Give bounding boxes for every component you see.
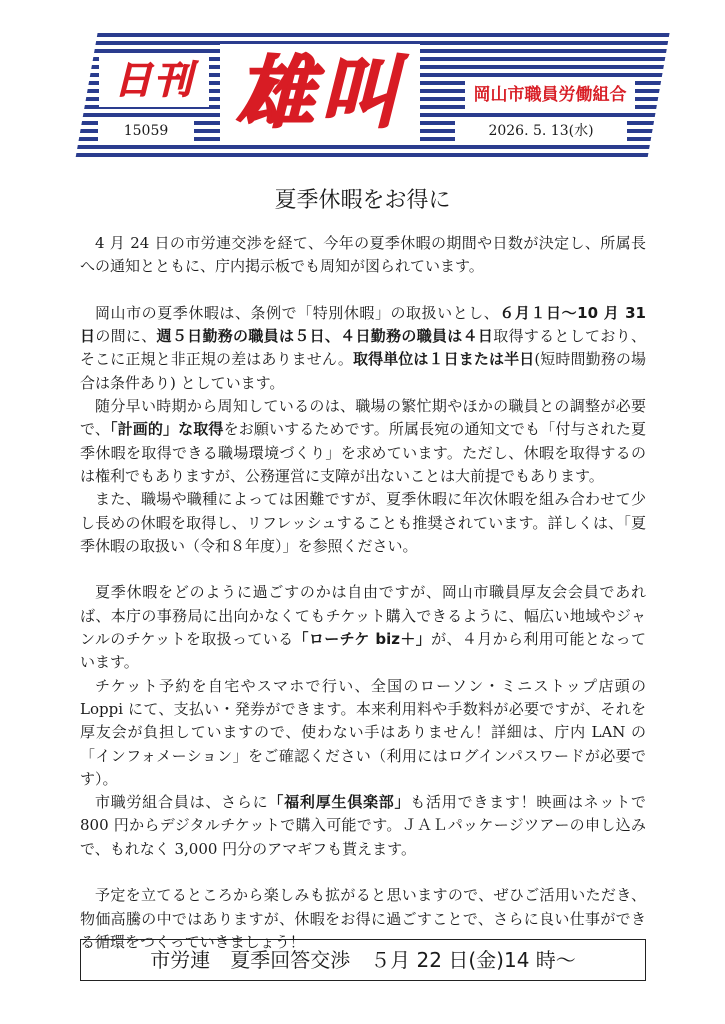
paragraph-7	[80, 791, 646, 861]
article-headline: 夏季休暇をお得に	[274, 188, 451, 213]
paragraph-7-text: 市職労組合員は、さらに	[95, 793, 269, 812]
organization-name: 岡山市職員労働組合	[465, 80, 635, 110]
paragraph-8: 予定を立てるところから楽しみも拡がると思いますので、ぜひご活用いただき、物価高騰の中ではありますが、休暇をお得に過ごすことで、さらに良い仕事ができる循環をつくっていきましょう！	[80, 886, 646, 951]
issue-date: 2026. 5. 13(水)	[455, 118, 627, 144]
planned-highlight: 「計画的」な取得	[109, 420, 224, 439]
paragraph-2-text: 取得するとしており、そこに正規と非正規の差はありません。	[80, 327, 646, 369]
masthead-small-title: 日刊	[99, 53, 209, 107]
issue-number: 15059	[98, 118, 194, 144]
paragraph-5-text: 夏季休暇をどのように過ごすのかは自由ですが、岡山市職員厚友会会員であれば、本庁の事務局に出向かなくてもチケット購入できるように、幅広い地域やジャンルのチケットを取扱っている	[80, 583, 646, 649]
paragraph-7-text: も活用できます！映画はネットで 800 円からデジタルチケットで購入可能です。ＪＡＬパッケージツアーの申し込みで、もれなく 3,000 円分のアマギフも貰えます。	[80, 793, 646, 858]
welfare-club-highlight: 「福利厚生倶楽部」	[268, 793, 411, 812]
paragraph-5	[80, 581, 646, 674]
article-body	[80, 232, 646, 954]
paragraph-2-text: (短時間勤務の場合は条件あり) としています。	[80, 350, 646, 392]
paragraph-5-text: が、４月から利用可能となっています。	[80, 630, 646, 672]
paragraph-6: チケット予約を自宅やスマホで行い、全国のローソン・ミニストップ店頭の Loppi にて、支払い・発券ができます。本来利用料や手数料が必要ですが、それを厚友会が負担していますので、使わない手はありません！詳細は、庁内 LAN の「インフォメーション」をご確認ください（利用にはログインパスワードが必要です）。	[80, 676, 646, 788]
paragraph-4: また、職場や職種によっては困難ですが、夏季休暇に年次休暇を組み合わせて少し長めの休暇を取得し、リフレッシュすることも推奨されています。詳しくは、「夏季休暇の取扱い（令和８年度）」を参照ください。	[80, 490, 646, 555]
period-highlight: ６月１日〜10 月 31 日	[80, 303, 646, 346]
days-highlight: 週５日勤務の職員は５日、４日勤務の職員は４日	[156, 327, 494, 346]
lawtix-highlight: 「ローチケ biz＋」	[293, 630, 432, 649]
paragraph-2	[80, 302, 646, 395]
unit-highlight: 取得単位は１日または半日	[352, 350, 535, 369]
paragraph-3-text: 随分早い時期から周知しているのは、職場の繁忙期やほかの職員との調整が必要で、	[80, 397, 646, 439]
negotiation-notice: 市労連 夏季回答交渉 ５月 22 日(金)14 時〜	[80, 939, 646, 981]
masthead-big-title: 雄叫	[220, 44, 420, 144]
paragraph-2-text: 岡山市の夏季休暇は、条例で「特別休暇」の取扱いとし、	[95, 303, 500, 322]
paragraph-3	[80, 395, 646, 488]
paragraph-1: 4 月 24 日の市労連交渉を経て、今年の夏季休暇の期間や日数が決定し、所属長への通知とともに、庁内掲示板でも周知が図られています。	[80, 234, 646, 276]
paragraph-3-text: をお願いするためです。所属長宛の通知文でも「付与された夏季休暇を取得できる職場環境づくり」を求めています。ただし、休暇を取得するのは権利でもありますが、公務運営に支障が出ないことは大前提でもあります。	[80, 420, 646, 485]
paragraph-2-text: の間に、	[95, 327, 157, 346]
